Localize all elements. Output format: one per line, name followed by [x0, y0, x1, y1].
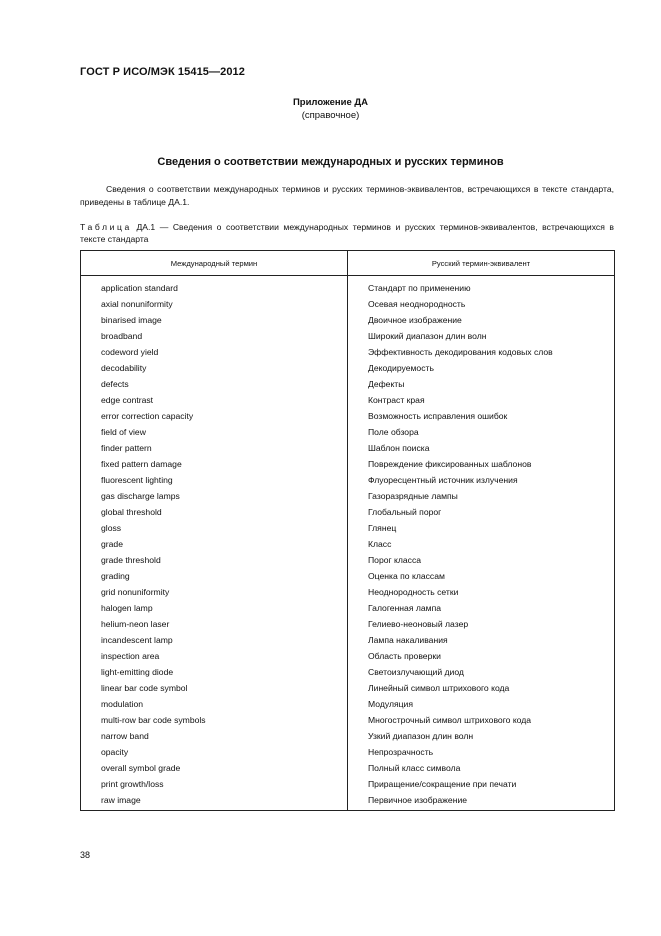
russian-term-cell: Оценка по классам — [348, 568, 615, 584]
russian-term-cell: Непрозрачность — [348, 744, 615, 760]
table-row — [81, 632, 615, 648]
table-row — [81, 648, 615, 664]
table-row — [81, 760, 615, 776]
table-row — [81, 728, 615, 744]
russian-term-cell: Гелиево-неоновый лазер — [348, 616, 615, 632]
international-term-cell: codeword yield — [81, 344, 348, 360]
russian-term-cell: Поле обзора — [348, 424, 615, 440]
table-row — [81, 696, 615, 712]
russian-term-cell: Возможность исправления ошибок — [348, 408, 615, 424]
international-term-cell: decodability — [81, 360, 348, 376]
russian-term-cell: Газоразрядные лампы — [348, 488, 615, 504]
russian-term-cell: Первичное изображение — [348, 792, 615, 811]
table-row — [81, 680, 615, 696]
page-number: 38 — [80, 850, 91, 860]
international-term-cell: helium-neon laser — [81, 616, 348, 632]
international-term-cell: axial nonuniformity — [81, 296, 348, 312]
terms-table-body — [81, 276, 615, 811]
international-term-cell: broadband — [81, 328, 348, 344]
russian-term-cell: Декодируемость — [348, 360, 615, 376]
table-row — [81, 440, 615, 456]
international-term-cell: light-emitting diode — [81, 664, 348, 680]
international-term-cell: fixed pattern damage — [81, 456, 348, 472]
table-caption-label: Таблица — [80, 222, 132, 232]
russian-term-cell: Лампа накаливания — [348, 632, 615, 648]
international-term-cell: gloss — [81, 520, 348, 536]
russian-term-cell: Дефекты — [348, 376, 615, 392]
russian-term-cell: Узкий диапазон длин волн — [348, 728, 615, 744]
international-term-cell: gas discharge lamps — [81, 488, 348, 504]
russian-term-cell: Многострочный символ штрихового кода — [348, 712, 615, 728]
international-term-cell: fluorescent lighting — [81, 472, 348, 488]
table-row — [81, 472, 615, 488]
intro-paragraph: Сведения о соответствии международных терминов и русских терминов-эквивалентов, встречающихся в тексте стандарта, приведены в таблице ДА.1. — [80, 184, 614, 207]
table-header-row — [81, 251, 615, 276]
international-term-cell: global threshold — [81, 504, 348, 520]
russian-term-cell: Двоичное изображение — [348, 312, 615, 328]
international-term-cell: narrow band — [81, 728, 348, 744]
table-row — [81, 520, 615, 536]
international-term-cell: raw image — [81, 792, 348, 811]
russian-term-cell: Линейный символ штрихового кода — [348, 680, 615, 696]
international-term-cell: inspection area — [81, 648, 348, 664]
russian-term-cell: Класс — [348, 536, 615, 552]
table-row — [81, 712, 615, 728]
header-international-term: Международный термин — [81, 251, 348, 276]
table-row — [81, 376, 615, 392]
international-term-cell: defects — [81, 376, 348, 392]
russian-term-cell: Флуоресцентный источник излучения — [348, 472, 615, 488]
table-row — [81, 616, 615, 632]
table-row — [81, 312, 615, 328]
international-term-cell: edge contrast — [81, 392, 348, 408]
annex-heading — [0, 96, 661, 122]
table-row — [81, 344, 615, 360]
international-term-cell: halogen lamp — [81, 600, 348, 616]
terms-table — [80, 250, 615, 811]
international-term-cell: binarised image — [81, 312, 348, 328]
section-title: Сведения о соответствии международных и русских терминов — [157, 156, 504, 168]
table-row — [81, 456, 615, 472]
international-term-cell: grid nonuniformity — [81, 584, 348, 600]
russian-term-cell: Широкий диапазон длин волн — [348, 328, 615, 344]
international-term-cell: error correction capacity — [81, 408, 348, 424]
table-row — [81, 744, 615, 760]
table-row — [81, 568, 615, 584]
table-row — [81, 488, 615, 504]
table-row — [81, 792, 615, 811]
document-header: ГОСТ Р ИСО/МЭК 15415—2012 — [80, 66, 245, 78]
international-term-cell: incandescent lamp — [81, 632, 348, 648]
table-row — [81, 408, 615, 424]
russian-term-cell: Модуляция — [348, 696, 615, 712]
international-term-cell: print growth/loss — [81, 776, 348, 792]
table-row — [81, 552, 615, 568]
international-term-cell: opacity — [81, 744, 348, 760]
table-row — [81, 664, 615, 680]
table-row — [81, 328, 615, 344]
russian-term-cell: Глянец — [348, 520, 615, 536]
russian-term-cell: Область проверки — [348, 648, 615, 664]
international-term-cell: finder pattern — [81, 440, 348, 456]
international-term-cell: grade — [81, 536, 348, 552]
international-term-cell: field of view — [81, 424, 348, 440]
table-row — [81, 296, 615, 312]
russian-term-cell: Приращение/сокращение при печати — [348, 776, 615, 792]
table-caption-text: ДА.1 — Сведения о соответствии международных терминов и русских терминов-эквивалентов, встречающихся в тексте стандарта — [80, 222, 614, 244]
table-row — [81, 276, 615, 297]
russian-term-cell: Полный класс символа — [348, 760, 615, 776]
table-row — [81, 584, 615, 600]
international-term-cell: linear bar code symbol — [81, 680, 348, 696]
russian-term-cell: Неоднородность сетки — [348, 584, 615, 600]
header-russian-term: Русский термин-эквивалент — [348, 251, 615, 276]
russian-term-cell: Стандарт по применению — [348, 276, 615, 297]
table-caption — [80, 221, 614, 245]
international-term-cell: multi-row bar code symbols — [81, 712, 348, 728]
international-term-cell: grading — [81, 568, 348, 584]
russian-term-cell: Глобальный порог — [348, 504, 615, 520]
table-row — [81, 424, 615, 440]
international-term-cell: grade threshold — [81, 552, 348, 568]
table-row — [81, 504, 615, 520]
russian-term-cell: Порог класса — [348, 552, 615, 568]
table-row — [81, 536, 615, 552]
table-row — [81, 360, 615, 376]
table-row — [81, 600, 615, 616]
annex-title: Приложение ДА — [292, 97, 369, 108]
russian-term-cell: Шаблон поиска — [348, 440, 615, 456]
international-term-cell: application standard — [81, 276, 348, 297]
table-row — [81, 392, 615, 408]
international-term-cell: modulation — [81, 696, 348, 712]
international-term-cell: overall symbol grade — [81, 760, 348, 776]
table-row — [81, 776, 615, 792]
russian-term-cell: Светоизлучающий диод — [348, 664, 615, 680]
russian-term-cell: Галогенная лампа — [348, 600, 615, 616]
annex-type: (справочное) — [301, 110, 360, 121]
russian-term-cell: Осевая неоднородность — [348, 296, 615, 312]
russian-term-cell: Повреждение фиксированных шаблонов — [348, 456, 615, 472]
russian-term-cell: Контраст края — [348, 392, 615, 408]
russian-term-cell: Эффективность декодирования кодовых слов — [348, 344, 615, 360]
